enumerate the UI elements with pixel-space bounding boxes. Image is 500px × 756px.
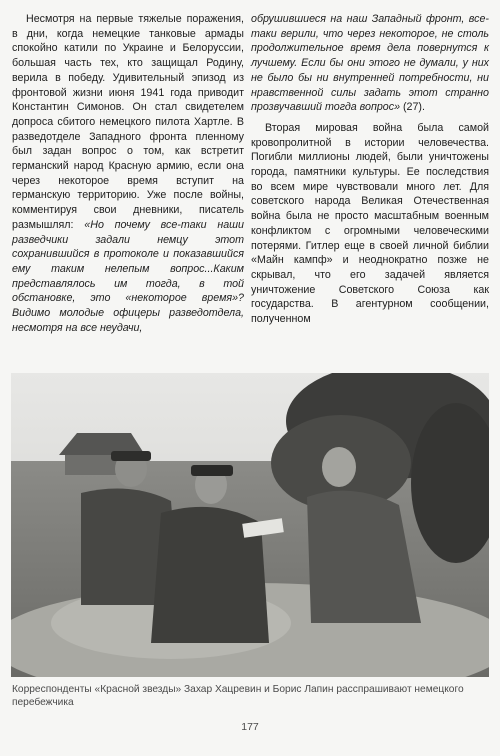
page-number: 177 — [241, 721, 259, 733]
quote-continuation — [251, 12, 489, 115]
left-paragraph — [12, 12, 244, 335]
war-paragraph: Вторая мировая война была самой кровопролитной в истории человечества. Погибли миллионы людей, были уничтожены города, памятники культуры. Ее последствия во всем мире чувствовали много лет. Для советского народа Великая Отечественная война была не просто масштабным военным конфликтом с огромными человеческими потерями. Гитлер еще в своей личной библии «Майн кампф» и неоднократно позже не скрывал, что его задачей является уничтожение Советского Союза как государства. В агентурном сообщении, полученном — [251, 121, 489, 326]
simonov-quote: «Но почему все-таки наши разведчики задали немцу этот сохранившийся в протоколе и показавшийся ему таким нелепым вопрос...Каким представлялось им тогда, в той обстановке, это «некоторое время»? Видимо молодые офицеры разведотдела, несмотря на все неудачи, — [12, 218, 244, 334]
left-text-column — [12, 12, 244, 335]
photo-illustration — [11, 373, 489, 677]
right-text-column — [251, 12, 489, 327]
war-photograph — [11, 373, 489, 677]
photo-caption: Корреспонденты «Красной звезды» Захар Хацревин и Борис Лапин расспрашивают немецкого перебежчика — [12, 684, 464, 709]
reference-number: (27). — [400, 101, 425, 114]
quote-continuation-text: обрушившиеся на наш Западный фронт, все-таки верили, что через некоторое, не столь продолжительное время дела повернутся к лучшему. Если бы они этого не думали, у них не было бы ни внутренней потребности, ни нравственной силы задать этот странно прозвучавший тогда вопрос» — [251, 13, 489, 114]
left-paragraph-text: Несмотря на первые тяжелые поражения, в дни, когда немецкие танковые армады спокойно катили по Украине и Белоруссии, большая часть тех, кто защищал Родину, верила в победу. Удивительный эпизод из фронтовой жизни июня 1941 года приводит Константин Симонов. Он стал свидетелем допроса сбитого немецкого пилота Хартле. В разведотделе Западного фронта пленному был задан вопрос о том, как встретит германский народ Красную армию, если она через некоторое время вступит на германскую территорию. Уже после войны, комментируя свои дневники, писатель размышлял: — [12, 13, 244, 231]
